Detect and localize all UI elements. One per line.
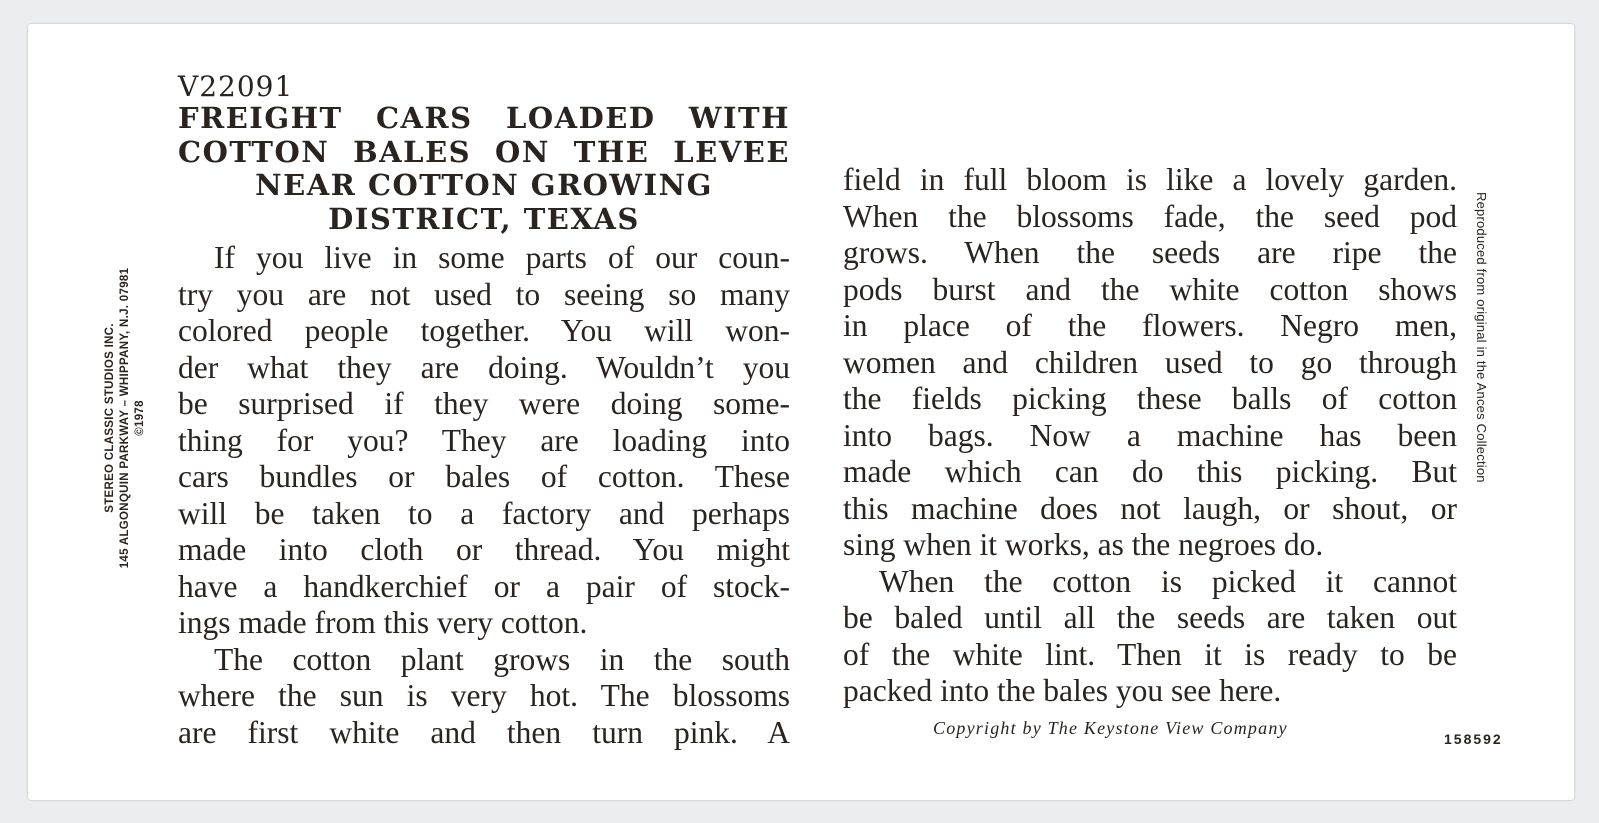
publisher-copyright-year: ©1978 (134, 400, 146, 436)
copyright-line: Copyright by The Keystone View Company (933, 718, 1288, 738)
text-line: The cotton plant grows in the south (214, 641, 790, 677)
right-text-column (843, 162, 1457, 710)
reproduction-note: Reproduced from original in the Ances Collection (1474, 192, 1489, 483)
publisher-name: STEREO CLASSIC STUDIOS INC. (104, 323, 116, 513)
card-id: V22091 (178, 70, 294, 103)
text-line: this machine does not laugh, or shout, or (843, 490, 1457, 526)
title-line: FREIGHT CARS LOADED WITH (178, 101, 790, 135)
text-line: When the cotton is picked it cannot (879, 563, 1457, 599)
stereoview-card-back (28, 24, 1574, 800)
text-line: made into cloth or thread. You might (178, 532, 790, 567)
text-line: der what they are doing. Wouldn’t you (178, 349, 790, 385)
text-line: made which can do this picking. But (843, 454, 1457, 489)
text-line: in place of the flowers. Negro men, (843, 308, 1457, 343)
publisher-address: 145 ALGONQUIN PARKWAY – WHIPPANY, N.J. 07981 (119, 267, 131, 569)
text-line: will be taken to a factory and perhaps (178, 495, 790, 531)
text-line: packed into the bales you see here. (843, 673, 1282, 708)
text-line: have a handkerchief or a pair of stock- (178, 568, 790, 604)
text-line: are first white and then turn pink. A (178, 714, 790, 750)
text-line: When the blossoms fade, the seed pod (843, 198, 1457, 234)
left-text-column (178, 240, 790, 751)
title-line: NEAR COTTON GROWING (255, 168, 713, 202)
text-line: be baled until all the seeds are taken out (843, 600, 1457, 635)
text-line: thing for you? They are loading into (178, 422, 790, 458)
text-line: grows. When the seeds are ripe the (843, 235, 1457, 270)
title-line: DISTRICT, TEXAS (328, 201, 640, 236)
serial-number: 158592 (1444, 731, 1503, 747)
text-line: pods burst and the white cotton shows (843, 271, 1457, 307)
text-line: ings made from this very cotton. (178, 605, 588, 640)
text-line: If you live in some parts of our coun- (214, 240, 790, 275)
text-line: women and children used to go through (843, 344, 1457, 380)
title-block (178, 72, 790, 236)
text-line: colored people together. You will won- (178, 313, 790, 348)
card-title (178, 102, 790, 236)
text-line: of the white lint. Then it is ready to be (843, 636, 1457, 672)
text-line: the fields picking these balls of cotton (843, 381, 1457, 416)
text-line: into bags. Now a machine has been (843, 417, 1457, 453)
title-line: COTTON BALES ON THE LEVEE (178, 134, 790, 169)
text-line: field in full bloom is like a lovely garden. (843, 162, 1457, 197)
text-line: try you are not used to seeing so many (178, 276, 790, 312)
text-line: be surprised if they were doing some- (178, 386, 790, 421)
text-line: sing when it works, as the negroes do. (843, 527, 1324, 562)
text-line: cars bundles or bales of cotton. These (178, 459, 790, 494)
text-line: where the sun is very hot. The blossoms (178, 678, 790, 713)
